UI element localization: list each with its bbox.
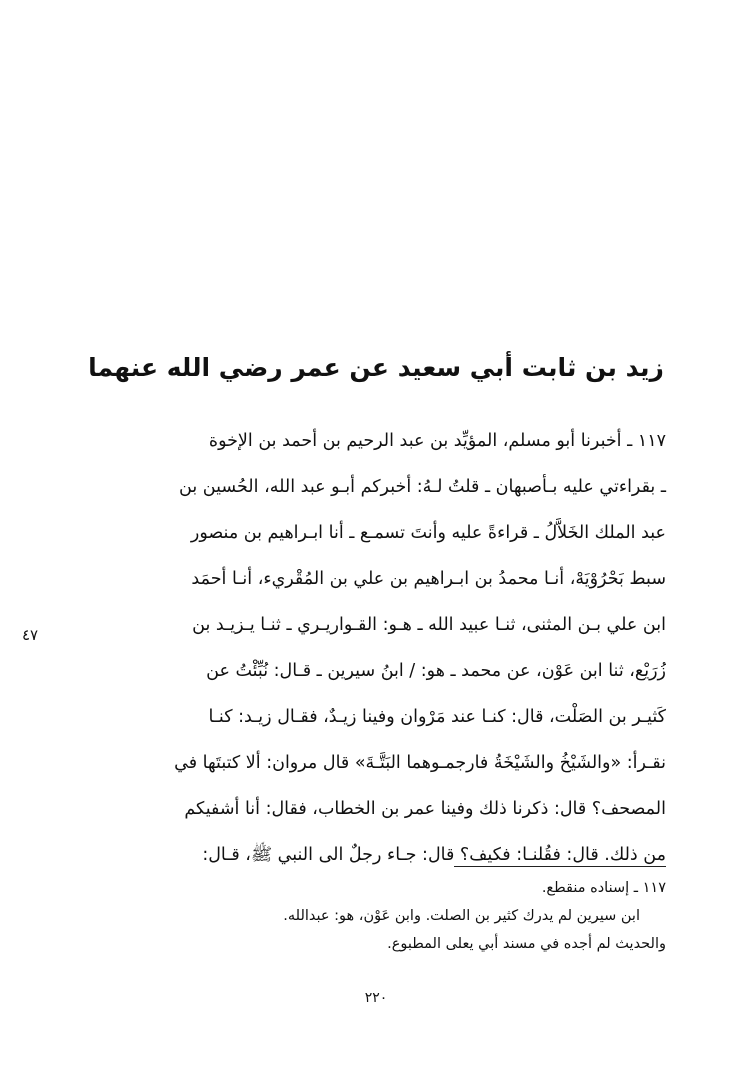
text-line: عبد الملك الخَلاَّلُ ـ قراءةً عليه وأنتَ تسمـع ـ أنا ابـراهيم بن منصور <box>190 523 666 543</box>
text-line: المصحف؟ قال: ذكرنا ذلك وفينا عمر بن الخطاب، فقال: أنا أشفيكم <box>184 799 666 819</box>
text-line: ـ بقراءتي عليه بـأصبهان ـ قلتُ لـهُ: أخبركم أبـو عبد الله، الحُسين بن <box>179 477 666 497</box>
section-heading: زيد بن ثابت أبي سعيد عن عمر رضي الله عنهما <box>88 353 664 382</box>
text-line: نقـرأ: «والشَيْخُ والشَيْخَةُ فارجمـوهما البَتَّـةَ» قال مروان: ألا كتبتَها في <box>174 753 666 773</box>
footnote-line: ابن سيرين لم يدرك كثير بن الصلت. وابن عَوْن، هو: عبدالله. <box>283 908 640 924</box>
hadith-text <box>86 418 666 878</box>
footnote-divider <box>454 866 666 867</box>
footnote-line: والحديث لم أجده في مسند أبي يعلى المطبوع. <box>387 936 666 952</box>
text-line: من ذلك. قال: فقُلنـا: فكيف؟ قال: جـاء رجلٌ الى النبي ﷺ، قـال: <box>202 845 666 865</box>
footnote-line: ١١٧ ـ إسناده منقطع. <box>541 880 666 896</box>
page-number: ٢٢٠ <box>364 990 388 1006</box>
text-line: ١١٧ ـ أخبرنا أبو مسلم، المؤيِّد بن عبد الرحيم بن أحمد بن الإخوة <box>208 431 666 451</box>
text-line: زُرَيْع، ثنا ابن عَوْن، عن محمد ـ هو: / ابنُ سيرين ـ قـال: نُبِّئْتُ عن <box>206 661 666 681</box>
text-line: كَثيـر بن الصَلْت، قال: كنـا عند مَرْوان وفينا زيـدٌ، فقـال زيـد: كنـا <box>208 707 666 727</box>
manuscript-folio-number: ٤٧ <box>22 626 39 644</box>
footnotes <box>106 874 666 958</box>
text-line: ابن علي بـن المثنى، ثنـا عبيد الله ـ هـو: القـواريـري ـ ثنـا يـزيـد بن <box>192 615 666 635</box>
text-line: سبط بَحْرُوْيَهْ، أنـا محمدُ بن ابـراهيم بن علي بن المُقْريء، أنـا أحمَد <box>191 569 666 589</box>
